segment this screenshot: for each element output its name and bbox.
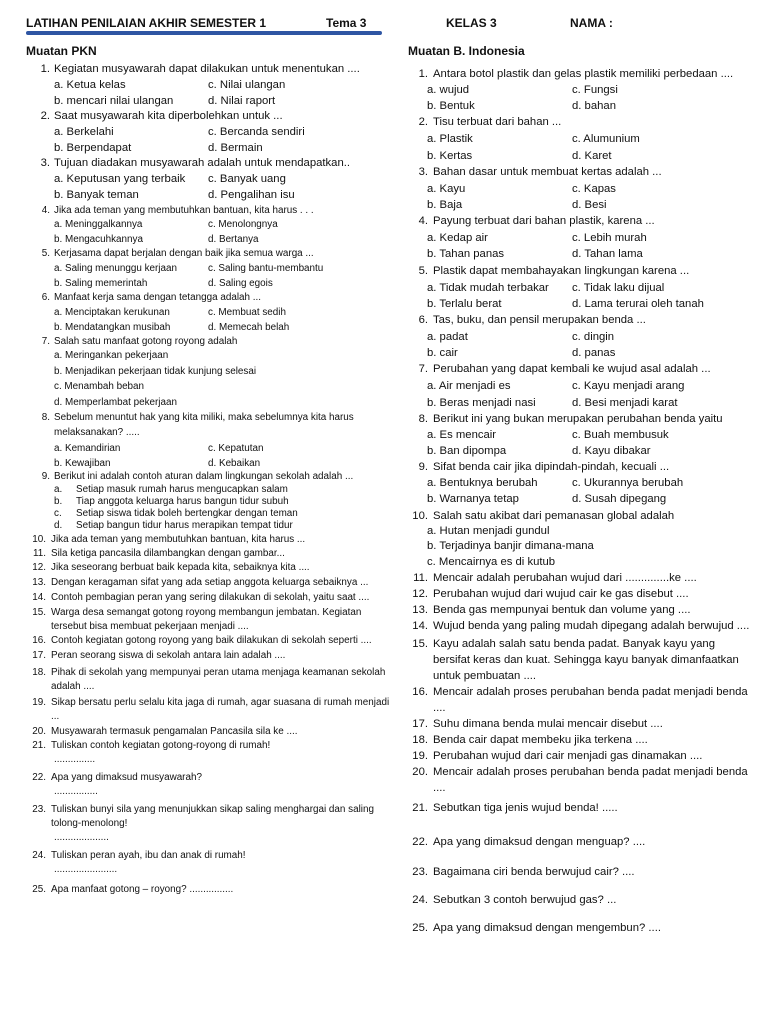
option: c. dingin xyxy=(572,331,615,344)
question: 21. Tuliskan contoh kegiatan gotong-royong di rumah! xyxy=(32,740,271,752)
options xyxy=(26,261,396,291)
option: c. Ukurannya berubah xyxy=(572,477,684,490)
question: 2. Tisu terbuat dari bahan ... xyxy=(418,116,562,129)
options xyxy=(408,82,754,114)
option: b. mencari nilai ulangan xyxy=(54,95,174,107)
option: d. Pengalihan isu xyxy=(208,189,295,202)
question: 10. Salah satu akibat dari pemanasan global adalah xyxy=(412,509,675,522)
options xyxy=(408,427,754,459)
bahasa-indonesia-column xyxy=(408,44,754,936)
header-underline xyxy=(26,31,382,35)
question: 4. Jika ada teman yang membutuhkan bantuan, kita harus . . . xyxy=(41,204,314,216)
option: c. Membuat sedih xyxy=(208,306,286,318)
question: 7. Perubahan yang dapat kembali ke wujud asal adalah ... xyxy=(418,363,711,376)
question: 19. Perubahan wujud dari cair menjadi gas dinamakan .... xyxy=(412,750,703,763)
question: 25. Apa manfaat gotong – royong? ................ xyxy=(32,884,234,896)
option: a. Es mencair xyxy=(427,428,497,441)
answer-blank: ................ xyxy=(54,786,98,798)
question: 3. Tujuan diadakan musyawarah adalah untuk mendapatkan.. xyxy=(40,157,351,170)
option: b. Mendatangkan musibah xyxy=(54,321,171,333)
question: 12. Jika seseorang berbuat baik kepada kita, sebaiknya kita .... xyxy=(32,562,310,574)
option: b. Beras menjadi nasi xyxy=(427,396,536,409)
option: a. padat xyxy=(427,331,468,344)
option: a. Setiap masuk rumah harus mengucapkan salam xyxy=(54,483,288,495)
question: 17. Suhu dimana benda mulai mencair disebut .... xyxy=(412,718,663,731)
option: b. Baja xyxy=(427,199,463,212)
option: c. Saling bantu-membantu xyxy=(208,262,324,274)
question: 18. Benda cair dapat membeku jika terkena .... xyxy=(412,734,648,747)
option: a. Air menjadi es xyxy=(427,380,511,393)
question: 5. Plastik dapat membahayakan lingkungan karena ... xyxy=(418,264,690,277)
option: d. Nilai raport xyxy=(208,95,276,107)
answer-blank: .................... xyxy=(54,832,109,844)
question: 18. Pihak di sekolah yang mempunyai peran utama menjaga keamanan sekolah adalah .... xyxy=(32,667,386,692)
option: b. Banyak teman xyxy=(54,189,139,202)
question: 22. Apa yang dimaksud musyawarah? xyxy=(32,772,202,784)
option: a. Tidak mudah terbakar xyxy=(427,281,549,294)
question: 16. Mencair adalah proses perubahan benda padat menjadi benda .... xyxy=(412,686,748,715)
option: a. Hutan menjadi gundul xyxy=(427,524,550,537)
option: b. Warnanya tetap xyxy=(427,493,519,506)
question: 25. Apa yang dimaksud dengan mengembun? .... xyxy=(412,922,661,935)
option: c. Alumunium xyxy=(572,133,640,146)
option: d. Susah dipegang xyxy=(572,493,667,506)
option: c. Menambah beban xyxy=(54,381,145,393)
option: c. Setiap siswa tidak boleh bertengkar dengan teman xyxy=(54,508,298,520)
question: 17. Peran seorang siswa di sekolah antara lain adalah .... xyxy=(32,650,286,662)
question: 5. Kerjasama dapat berjalan dengan baik jika semua warga ... xyxy=(41,248,314,260)
option: d. Memperlambat pekerjaan xyxy=(54,396,177,408)
options xyxy=(26,348,396,410)
option: c. Nilai ulangan xyxy=(208,78,286,91)
options xyxy=(408,181,754,213)
question: 1. Kegiatan musyawarah dapat dilakukan untuk menentukan .... xyxy=(40,63,360,75)
option: b. Ban dipompa xyxy=(427,445,507,458)
options xyxy=(26,484,396,533)
option: d. panas xyxy=(572,347,616,360)
option: b. Kertas xyxy=(427,149,473,162)
option: d. Bertanya xyxy=(208,234,259,246)
option: a. Keputusan yang terbaik xyxy=(54,173,186,186)
options xyxy=(26,217,396,247)
name-label: NAMA : xyxy=(570,16,613,30)
question: 8. Berikut ini yang bukan merupakan perubahan benda yaitu xyxy=(418,412,723,425)
option: d. Setiap bangun tidur harus merapikan tempat tidur xyxy=(54,520,293,532)
option: d. Besi menjadi karat xyxy=(572,396,678,409)
options xyxy=(408,378,754,410)
question: 21. Sebutkan tiga jenis wujud benda! ..... xyxy=(412,802,618,815)
question: 19. Sikap bersatu perlu selalu kita jaga di rumah, agar suasana di rumah menjadi ... xyxy=(32,697,390,722)
option: c. Kepatutan xyxy=(208,442,264,454)
options xyxy=(26,441,396,471)
option: a. Saling menunggu kerjaan xyxy=(54,262,177,274)
question: 7. Salah satu manfaat gotong royong adalah xyxy=(41,336,238,348)
question: 6. Manfaat kerja sama dengan tetangga adalah ... xyxy=(41,292,261,304)
option: c. Mencairnya es di kutub xyxy=(427,555,556,568)
question: 11. Sila ketiga pancasila dilambangkan dengan gambar... xyxy=(33,547,285,559)
options xyxy=(26,77,396,109)
option: c. Buah membusuk xyxy=(572,428,669,441)
question: 24. Tuliskan peran ayah, ibu dan anak di rumah! xyxy=(32,850,246,862)
options xyxy=(26,124,396,156)
question: 10. Jika ada teman yang membutuhkan bantuan, kita harus ... xyxy=(32,533,306,545)
option: d. Besi xyxy=(572,199,607,212)
options xyxy=(408,230,754,262)
exam-title: LATIHAN PENILAIAN AKHIR SEMESTER 1 xyxy=(26,16,267,30)
question: 23. Tuliskan bunyi sila yang menunjukkan sikap saling menghargai dan saling tolong-menolong! xyxy=(32,804,374,830)
option: b. Terjadinya banjir dimana-mana xyxy=(427,540,594,553)
option: a. Kedap air xyxy=(427,232,488,245)
option: c. Kapas xyxy=(572,182,616,195)
options xyxy=(408,329,754,361)
option: b. Mengacuhkannya xyxy=(54,234,143,246)
option: c. Banyak uang xyxy=(208,173,286,186)
question: 11. Mencair adalah perubahan wujud dari ..............ke .... xyxy=(413,572,697,585)
option: c. Kayu menjadi arang xyxy=(572,380,685,393)
question: 3. Bahan dasar untuk membuat kertas adalah ... xyxy=(418,165,662,178)
answer-blank: ....................... xyxy=(54,864,118,876)
option: a. Meringankan pekerjaan xyxy=(54,350,169,362)
option: a. Plastik xyxy=(427,133,473,146)
options xyxy=(408,524,754,571)
question: 12. Perubahan wujud dari wujud cair ke gas disebut .... xyxy=(412,588,689,601)
question: 9. Sifat benda cair jika dipindah-pindah, kecuali ... xyxy=(418,461,670,474)
option: a. Kemandirian xyxy=(54,442,121,454)
question: 16. Contoh kegiatan gotong royong yang baik dilakukan di sekolah seperti .... xyxy=(32,634,372,646)
option: a. Meninggalkannya xyxy=(54,219,143,231)
question: 22. Apa yang dimaksud dengan menguap? .... xyxy=(412,836,646,849)
question: 13. Dengan keragaman sifat yang ada setiap anggota keluarga sebaiknya ... xyxy=(32,576,369,588)
question: 14. Wujud benda yang paling mudah dipegang adalah berwujud .... xyxy=(412,620,750,633)
option: d. Karet xyxy=(572,149,612,162)
option: c. Menolongnya xyxy=(208,219,278,231)
option: d. bahan xyxy=(572,100,616,113)
option: b. Terlalu berat xyxy=(427,297,502,310)
question: 24. Sebutkan 3 contoh berwujud gas? ... xyxy=(412,894,617,907)
option: a. Berkelahi xyxy=(54,126,114,138)
option: c. Tidak laku dijual xyxy=(572,281,665,294)
option: a. Menciptakan kerukunan xyxy=(54,306,170,318)
theme-label: Tema 3 xyxy=(326,16,367,30)
option: b. Berpendapat xyxy=(54,142,132,155)
options xyxy=(26,305,396,335)
option: d. Saling egois xyxy=(208,278,273,290)
option: c. Lebih murah xyxy=(572,232,647,245)
pkn-column xyxy=(26,44,396,897)
question: 6. Tas, buku, dan pensil merupakan benda ... xyxy=(418,314,646,327)
options xyxy=(408,475,754,507)
option: c. Fungsi xyxy=(572,84,618,96)
question: 13. Benda gas mempunyai bentuk dan volume yang .... xyxy=(412,604,691,617)
options xyxy=(408,280,754,312)
question: 14. Contoh pembagian peran yang sering dilakukan di sekolah, yaitu saat .... xyxy=(32,591,370,603)
subject-heading: Muatan PKN xyxy=(26,44,97,58)
question: 1. Antara botol plastik dan gelas plastik memiliki perbedaan .... xyxy=(418,68,734,80)
option: d. Bermain xyxy=(208,142,263,155)
option: b. Kewajiban xyxy=(54,458,111,470)
option: d. Kebaikan xyxy=(208,458,261,470)
options xyxy=(408,131,754,163)
question: 23. Bagaimana ciri benda berwujud cair? .... xyxy=(412,866,635,879)
question: 2. Saat musyawarah kita diperbolehkan untuk ... xyxy=(40,110,283,123)
option: b. cair xyxy=(427,347,458,360)
option: c. Bercanda sendiri xyxy=(208,126,305,138)
question: 4. Payung terbuat dari bahan plastik, karena ... xyxy=(418,215,655,228)
option: a. Kayu xyxy=(427,182,466,195)
option: d. Kayu dibakar xyxy=(572,445,651,458)
question: 8. Sebelum menuntut hak yang kita miliki, maka sebelumnya kita harus melaksanakan? ..... xyxy=(41,412,354,439)
class-label: KELAS 3 xyxy=(446,16,497,30)
option: b. Saling memerintah xyxy=(54,278,148,290)
option: b. Tahan panas xyxy=(427,248,505,261)
option: a. Bentuknya berubah xyxy=(427,477,538,490)
option: b. Menjadikan pekerjaan tidak kunjung selesai xyxy=(54,365,257,377)
options xyxy=(26,171,396,203)
option: b. Tiap anggota keluarga harus bangun tidur subuh xyxy=(54,495,289,507)
option: d. Lama terurai oleh tanah xyxy=(572,297,704,310)
question: 15. Kayu adalah salah satu benda padat. Banyak kayu yang bersifat keras dan kuat. Sehingga kayu banyak dimanfaatkan untuk pembuatan .... xyxy=(412,638,739,683)
answer-blank: ............... xyxy=(54,754,96,766)
option: a. Ketua kelas xyxy=(54,78,126,91)
option: b. Bentuk xyxy=(427,100,475,113)
option: d. Memecah belah xyxy=(208,321,290,333)
subject-heading: Muatan B. Indonesia xyxy=(408,44,525,58)
question: 20. Musyawarah termasuk pengamalan Pancasila sila ke .... xyxy=(32,726,298,738)
option: d. Tahan lama xyxy=(572,248,643,261)
question: 15. Warga desa semangat gotong royong membangun jembatan. Kegiatan tersebut bisa membuat pekerjaan menjadi .... xyxy=(32,607,362,632)
question: 9. Berikut ini adalah contoh aturan dalam lingkungan sekolah adalah ... xyxy=(41,471,354,483)
question: 20. Mencair adalah proses perubahan benda padat menjadi benda .... xyxy=(412,766,748,795)
option: a. wujud xyxy=(427,84,470,96)
